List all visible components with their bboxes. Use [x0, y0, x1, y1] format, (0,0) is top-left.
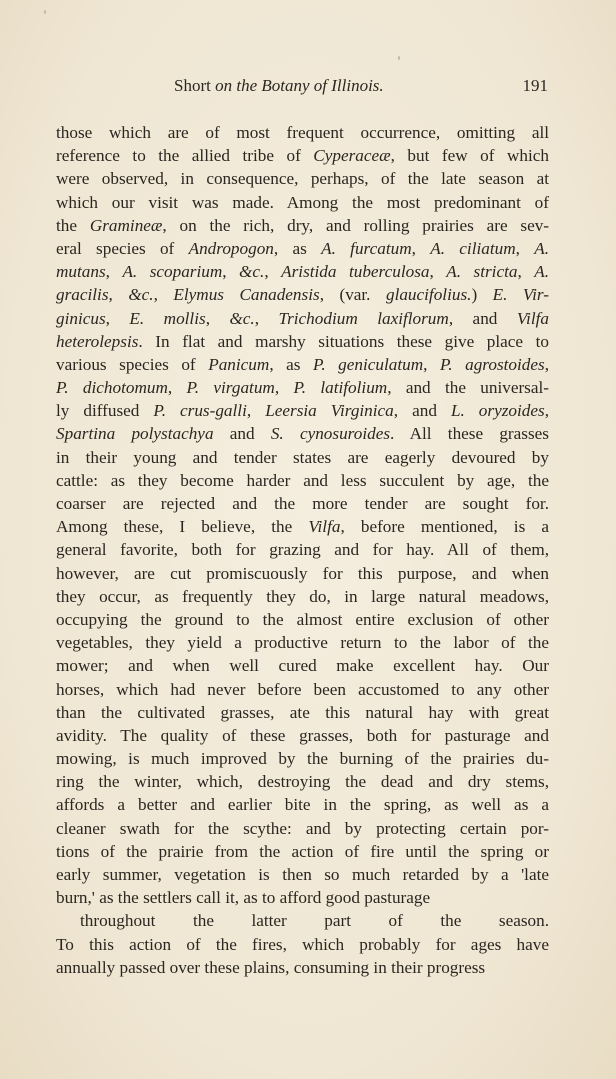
text-run: ,: [246, 401, 266, 421]
text-line: [56, 840, 549, 863]
italic-term: Andropogon: [188, 238, 274, 258]
italic-term: mutans: [56, 262, 106, 282]
text-run: throughout the latter part of the season.: [80, 911, 549, 931]
text-run: , before mentioned, is a: [340, 517, 549, 537]
text-line: [56, 817, 549, 840]
text-line: [56, 515, 549, 538]
text-line: [56, 886, 549, 909]
text-run: , and the universal-: [387, 378, 549, 398]
text-line: [56, 793, 549, 816]
text-run: , but few of which: [390, 146, 549, 166]
text-run: however, are cut promiscuously for this purpose, and when: [56, 563, 549, 583]
text-line: [56, 863, 549, 886]
italic-term: gracilis: [56, 285, 109, 305]
text-run: mower; and when well cured make excellent hay. Our: [56, 656, 549, 676]
text-run: those which are of most frequent occurrence, omitting all: [56, 123, 549, 142]
italic-term: Elymus Canadensis: [173, 285, 320, 305]
text-line: [56, 399, 549, 422]
text-line: [56, 724, 549, 747]
italic-term: Spartina polystachya: [56, 424, 214, 444]
text-line: [56, 330, 549, 353]
text-line: [56, 492, 549, 515]
italic-term: A.: [534, 262, 550, 282]
text-run: Among these, I believe, the: [56, 517, 309, 537]
text-line: [56, 214, 549, 237]
text-run: ,: [429, 262, 447, 282]
text-line: [56, 376, 549, 399]
text-run: ,: [254, 308, 279, 328]
italic-term: Cyperaceæ: [313, 146, 391, 166]
text-run: affords a better and earlier bite in the spring, as well as a: [56, 795, 549, 815]
text-line: [56, 307, 549, 330]
italic-term: A. furcatum: [321, 238, 412, 258]
italic-term: P. latifolium: [293, 378, 388, 398]
text-run: ,: [153, 285, 174, 305]
italic-term: Vilfa: [516, 308, 549, 328]
text-run: ,: [205, 308, 230, 328]
text-run: coarser are rejected and the more tender are sought for.: [56, 494, 549, 513]
text-run: ,: [108, 285, 129, 305]
italic-term: Gramineæ: [89, 215, 163, 235]
text-line: [56, 909, 549, 932]
italic-term: heterolepsis: [56, 331, 139, 351]
text-line: [56, 562, 549, 585]
text-run: ,: [517, 262, 535, 282]
text-run: than the cultivated grasses, ate this natural hay with great: [56, 702, 549, 722]
text-run: , on the rich, dry, and rolling prairies are sev-: [162, 215, 550, 235]
text-run: cattle: as they become harder and less succulent by age, the: [56, 470, 549, 490]
text-line: [56, 538, 549, 561]
italic-term: Vilfa: [308, 517, 341, 537]
text-line: [56, 237, 549, 260]
italic-term: A. ciliatum: [430, 238, 516, 258]
text-run: were observed, in consequence, perhaps, of the late season at: [56, 169, 549, 189]
text-line: [56, 678, 549, 701]
text-run: early summer, vegetation is then so much retarded by a 'late: [56, 865, 549, 884]
italic-term: ginicus: [56, 308, 106, 328]
italic-term: &c.: [239, 262, 265, 282]
running-title-italic: on the Botany of Illinois.: [215, 76, 384, 95]
text-run: vegetables, they yield a productive return to the labor of the: [56, 633, 549, 653]
text-run: , and: [448, 308, 517, 328]
italic-term: P. agrostoides: [439, 354, 545, 374]
text-run: , (var.: [319, 285, 386, 305]
body-text: [56, 121, 549, 979]
italic-term: A.: [534, 238, 550, 258]
italic-term: &c.: [128, 285, 154, 305]
text-run: ,: [411, 238, 431, 258]
text-run: ring the winter, which, destroying the dead and dry stems,: [56, 772, 549, 792]
text-run: ,: [423, 354, 440, 374]
italic-term: P. dichotomum: [56, 378, 168, 398]
text-run: ,: [274, 378, 294, 398]
text-run: in their young and tender states are eagerly devoured by: [56, 447, 549, 467]
text-run: ly diffused: [56, 401, 154, 421]
italic-term: Panicum: [208, 354, 270, 374]
italic-term: E. Vir-: [492, 285, 549, 305]
page-number: 191: [522, 76, 548, 95]
text-line: [56, 469, 549, 492]
text-run: cleaner swath for the scythe: and by protecting certain por-: [56, 818, 549, 838]
text-run: ,: [105, 262, 123, 282]
text-run: ,: [515, 238, 535, 258]
running-title-roman: Short: [174, 76, 211, 95]
text-run: avidity. The quality of these grasses, both for pasturage and: [56, 725, 549, 745]
text-run: . In flat and marshy situations these give place to: [138, 331, 549, 351]
text-run: ,: [105, 308, 130, 328]
italic-term: S. cynosuroides: [270, 424, 391, 444]
text-line: [56, 654, 549, 677]
italic-term: L. oryzoides: [450, 401, 545, 421]
italic-term: P. virgatum: [186, 378, 275, 398]
italic-term: Aristida tuberculosa: [281, 262, 430, 282]
text-run: the: [56, 215, 90, 235]
text-line: [56, 933, 549, 956]
text-line: [56, 283, 549, 306]
text-run: annually passed over these plains, consuming in their progress: [56, 957, 486, 977]
text-run: ): [471, 285, 493, 305]
text-run: ,: [264, 262, 282, 282]
paper-blemish: [44, 10, 46, 14]
text-run: reference to the allied tribe of: [56, 146, 314, 166]
paper-blemish: [398, 56, 400, 60]
italic-term: &c.: [229, 308, 255, 328]
text-run: burn,' as the settlers call it, as to afford good pasturage: [56, 888, 431, 908]
text-run: To this action of the fires, which probably for ages have: [56, 934, 549, 954]
text-line: [56, 631, 549, 654]
text-run: ,: [544, 401, 549, 421]
text-run: which our visit was made. Among the most predominant of: [56, 192, 549, 212]
italic-term: Trichodium laxiflorum: [278, 308, 449, 328]
text-run: ,: [167, 378, 187, 398]
text-run: , as: [273, 238, 322, 258]
text-line: [56, 167, 549, 190]
italic-term: E. mollis: [129, 308, 206, 328]
text-line: [56, 121, 549, 144]
text-line: [56, 144, 549, 167]
text-run: general favorite, both for grazing and for hay. All of them,: [56, 540, 549, 560]
italic-term: P. geniculatum: [313, 354, 424, 374]
text-line: [56, 701, 549, 724]
text-run: and: [213, 424, 271, 444]
text-line: [56, 608, 549, 631]
italic-term: glaucifolius.: [385, 285, 472, 305]
text-run: various species of: [56, 354, 209, 374]
running-title: [174, 74, 384, 98]
text-run: ,: [222, 262, 240, 282]
text-run: , as: [269, 354, 314, 374]
text-run: occupying the ground to the almost entire exclusion of other: [56, 609, 549, 629]
text-run: . All these grasses: [390, 424, 549, 444]
text-run: tions of the prairie from the action of fire until the spring or: [56, 841, 549, 861]
text-line: [56, 770, 549, 793]
italic-term: A. stricta: [446, 262, 518, 282]
text-line: [56, 422, 549, 445]
text-line: [56, 747, 549, 770]
text-line: [56, 446, 549, 469]
text-run: , and: [393, 401, 451, 421]
italic-term: Leersia Virginica: [265, 401, 394, 421]
text-line: [56, 585, 549, 608]
italic-term: A. scoparium: [122, 262, 223, 282]
text-line: [56, 353, 549, 376]
text-line: [56, 956, 549, 979]
text-line: [56, 191, 549, 214]
text-run: horses, which had never before been accustomed to any other: [56, 679, 549, 699]
text-line: [56, 260, 549, 283]
text-run: they occur, as frequently they do, in large natural meadows,: [56, 586, 549, 606]
text-run: ,: [544, 354, 549, 374]
text-run: eral species of: [56, 238, 189, 258]
italic-term: P. crus-galli: [153, 401, 247, 421]
text-run: mowing, is much improved by the burning of the prairies du-: [56, 749, 549, 769]
